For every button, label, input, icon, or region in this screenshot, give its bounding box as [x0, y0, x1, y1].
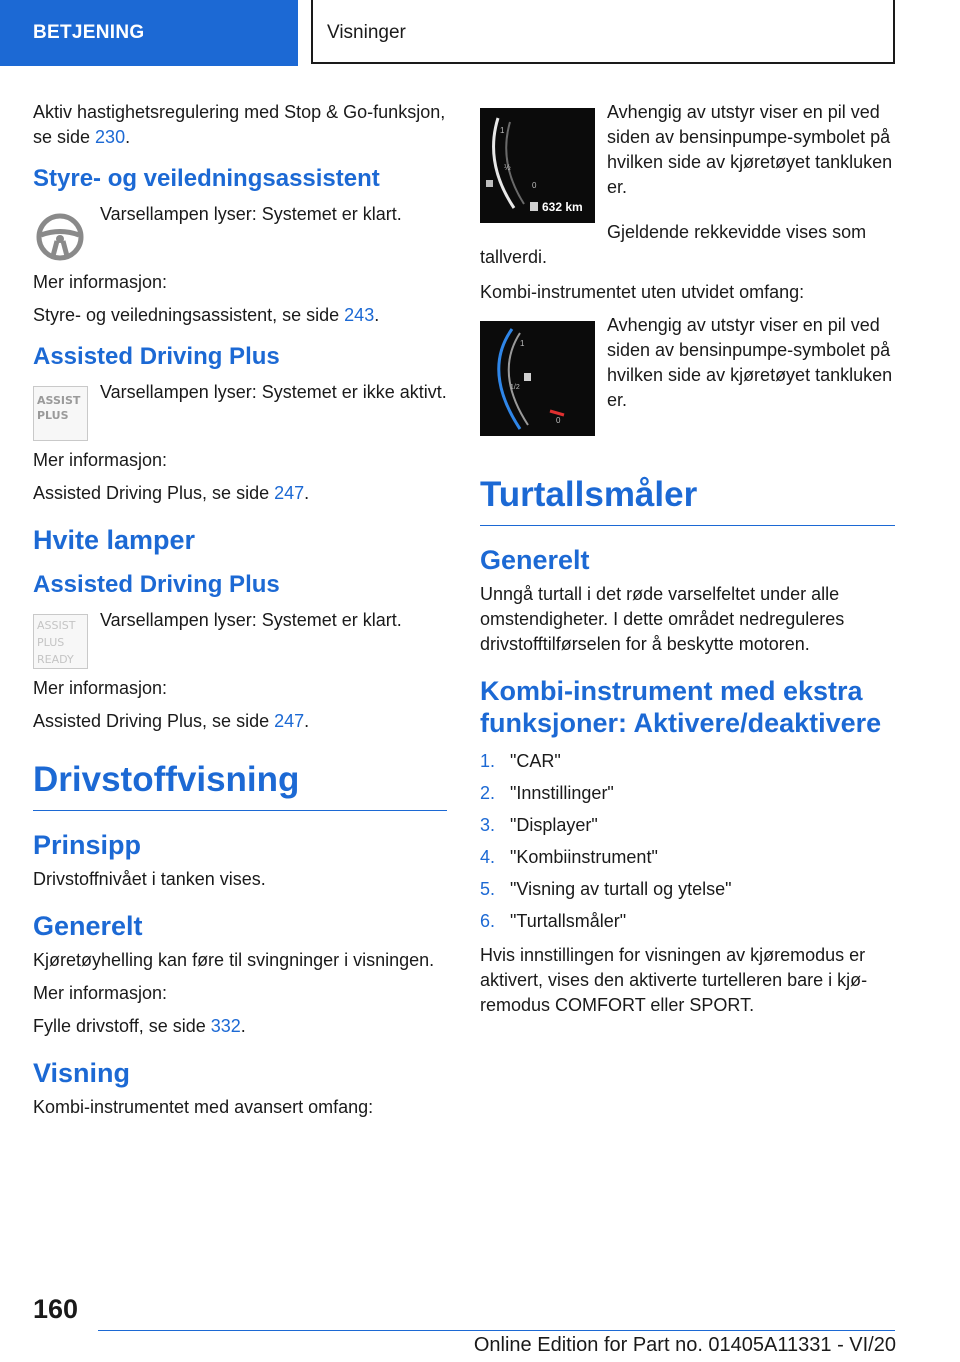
range-readout: 632 km [542, 200, 583, 214]
range-text: Gjeldende rekkevidde vises som tallverdi. [480, 222, 867, 267]
adp-heading: Assisted Driving Plus [33, 343, 280, 370]
white-adp-lamp-block [33, 608, 447, 668]
steering-lamp-text: Varsellampen lyser: Systemet er klart. [100, 204, 402, 224]
steps-list [480, 745, 895, 937]
display-heading: Visning [33, 1058, 131, 1088]
fuel-gauge-advanced-image [480, 108, 595, 223]
page-number: 160 [33, 1294, 79, 1324]
fuel-pump-icon [530, 202, 538, 211]
white-adp-lamp-text: Varsellampen lyser: Systemet er klart. [100, 610, 402, 630]
steering-ref: Styre- og veiledningsassistent, se side 243. [33, 305, 380, 325]
fuel-more: Mer informasjon: [33, 983, 168, 1003]
rpm-general-text: Unngå turtall i det røde varselfeltet under alle omstendigheter. I dette området nedreguleres drivstofftilførselen for å beskytte motoren. [480, 584, 845, 654]
range-text-block [480, 220, 895, 270]
white-lamps-heading: Hvite lamper [33, 525, 196, 555]
combo-heading: Kombi-instrument med ekstra funksjoner: Aktivere/deaktivere [480, 676, 882, 738]
cluster-advanced-block [480, 100, 895, 220]
steering-wheel-icon [33, 208, 88, 263]
general-text: Kjøretøyhelling kan føre til svingninger i visningen. [33, 950, 435, 970]
adp-more: Mer informasjon: [33, 450, 168, 470]
fuel-gauge-basic-image [480, 321, 595, 436]
list-item: 2. "Innstillinger" [480, 783, 614, 803]
footer-divider [98, 1330, 895, 1331]
steering-lamp-block [33, 202, 447, 262]
adp-lamp-block [33, 380, 447, 440]
tick-label: 1/2 [510, 384, 520, 391]
adp-lamp-text: Varsellampen lyser: Systemet er ikke aktivt. [100, 382, 447, 402]
display-text: Kombi-instrumentet med avansert omfang: [33, 1097, 374, 1117]
principle-heading: Prinsipp [33, 830, 142, 860]
adp-ref: Assisted Driving Plus, se side 247. [33, 483, 310, 503]
section-tab: BETJENING [0, 0, 298, 66]
edition-text: Online Edition for Part no. 01405A11331 - VI/20 [473, 1334, 896, 1356]
page-link-332[interactable]: 332 [210, 1016, 241, 1036]
assist-plus-icon: ASSIST PLUS [33, 386, 88, 441]
intro-paragraph: Aktiv hastighetsregulering med Stop & Go-funksjon, se side 230. [33, 102, 446, 147]
tick-label: 0 [556, 416, 561, 425]
general-heading: Generelt [33, 911, 143, 941]
fuel-pump-icon [486, 180, 493, 187]
list-item: 5. "Visning av turtall og ytelse" [480, 879, 732, 899]
left-column [33, 100, 447, 1128]
white-adp-ref: Assisted Driving Plus, se side 247. [33, 711, 310, 731]
list-item: 1. "CAR" [480, 751, 561, 771]
fuel-ref: Fylle drivstoff, se side 332. [33, 1016, 246, 1036]
cluster-advanced-text: Avhengig av utstyr viser en pil ved siden av bensinpumpe-symbolet på hvilken side av kjøretøyet tankluken er. [607, 102, 893, 197]
steering-heading: Styre- og veiledningsassistent [33, 165, 380, 192]
page-header [0, 0, 960, 66]
page-link-247b[interactable]: 247 [274, 711, 305, 731]
white-adp-heading: Assisted Driving Plus [33, 571, 280, 598]
page-link-230[interactable]: 230 [95, 127, 126, 147]
chapter-title: Visninger [311, 0, 895, 64]
right-column [480, 100, 895, 1026]
rpm-note: Hvis innstillingen for visningen av kjøremodus er aktivert, vises den aktiverte turtelleren bare i kjøremodus COMFORT eller SPORT. [480, 945, 868, 1015]
rpm-general-heading: Generelt [480, 545, 590, 575]
cluster-basic-intro: Kombi-instrumentet uten utvidet omfang: [480, 282, 805, 302]
assist-plus-ready-icon: ASSIST PLUS READY [33, 614, 88, 669]
cluster-basic-block [480, 313, 895, 441]
cluster-basic-text: Avhengig av utstyr viser en pil ved siden av bensinpumpe-symbolet på hvilken side av kjøretøyet tankluken er. [607, 315, 893, 410]
list-item: 3. "Displayer" [480, 815, 598, 835]
steering-more: Mer informasjon: [33, 272, 168, 292]
fuel-pump-icon [524, 373, 531, 381]
tick-label: 0 [532, 181, 537, 190]
list-item: 4. "Kombiinstrument" [480, 847, 658, 867]
rpm-title: Turtallsmåler [480, 475, 895, 526]
tick-label: 1 [500, 126, 505, 135]
tick-label: 1 [520, 339, 525, 348]
page-link-243[interactable]: 243 [344, 305, 375, 325]
fuel-display-title: Drivstoffvisning [33, 760, 447, 811]
tick-label: ½ [504, 163, 511, 172]
principle-text: Drivstoffnivået i tanken vises. [33, 869, 266, 889]
white-adp-more: Mer informasjon: [33, 678, 168, 698]
list-item: 6. "Turtallsmåler" [480, 911, 627, 931]
page-link-247[interactable]: 247 [274, 483, 305, 503]
